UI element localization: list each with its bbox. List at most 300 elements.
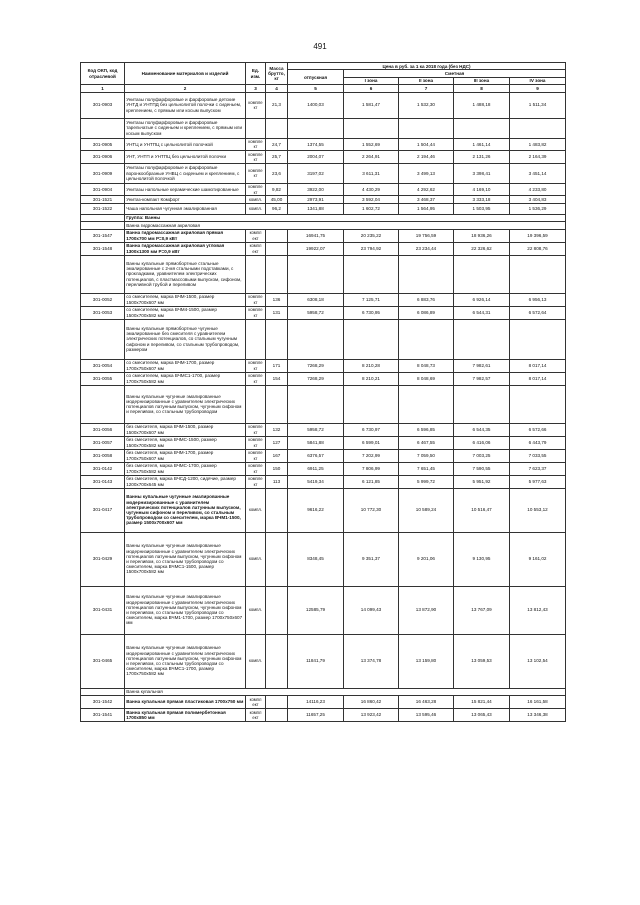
cell-zone-3-price [454, 255, 510, 293]
cell-zone-4-price: 6 572,64 [510, 306, 566, 319]
cell-unit [246, 255, 266, 293]
cell-unit: компл ект [246, 708, 266, 721]
table-row [81, 436, 566, 449]
cell-zone-1-price: 6 121,85 [344, 475, 399, 488]
cell-zone-1-price: 14 099,43 [344, 586, 399, 634]
cell-zone-2-price: 3 468,37 [399, 196, 454, 203]
cell-name: Унитазы полуфарфоровые и фарфоровые тарельчатые с сиденьем и креплением, с прямым или косым выпуском [125, 118, 246, 138]
cell-unit: компле кт [246, 138, 266, 151]
table-row [81, 359, 566, 372]
cell-release-price: 5958,72 [288, 423, 344, 436]
table-row [81, 118, 566, 138]
cell-zone-3-price: 22 326,62 [454, 242, 510, 255]
cell-zone-2-price: 9 201,06 [399, 532, 454, 586]
cell-zone-4-price: 13 102,54 [510, 634, 566, 688]
header-release: отпускная [288, 70, 344, 85]
cell-code [81, 688, 125, 695]
cell-code: 301-0904 [81, 183, 125, 196]
subgroup-row [81, 222, 566, 229]
cell-zone-2-price: 8 048,69 [399, 372, 454, 385]
table-row [81, 229, 566, 242]
cell-zone-1-price: 7 202,99 [344, 449, 399, 462]
cell-code: 301-1521 [81, 196, 125, 203]
cell-zone-1-price: 1 602,72 [344, 203, 399, 214]
cell-mass [266, 255, 288, 293]
column-index: 3 [246, 85, 266, 92]
cell-name: Ванны купальные прямобортные чугунные эмалированные без смесителя с уравнителем электрических потенциалов, со стальным чугунным сифоном и переливом, со стальным трубопроводом, размером [125, 319, 246, 359]
table-row [81, 372, 566, 385]
cell-unit: компле кт [246, 372, 266, 385]
subgroup-row [81, 688, 566, 695]
cell-name: Ванны купальные чугунные эмалированные модернизированные с уравнителем электрических потенциалов латунным выпуском, чугунным сифоном и переливом, со стальным трубопроводом со смесителем, марка ВЧМ1-1500, размер 1500х700х607 мм [125, 488, 246, 532]
cell-zone-1-price: 7 125,71 [344, 293, 399, 306]
cell-mass: 9,82 [266, 183, 288, 196]
header-estimate: Сметная [344, 70, 566, 77]
cell-zone-4-price: 13 812,43 [510, 586, 566, 634]
cell-zone-4-price: 13 346,38 [510, 708, 566, 721]
cell-zone-1-price: 4 430,29 [344, 183, 399, 196]
cell-zone-2-price [399, 255, 454, 293]
header-price: Цена в руб. за 1 ка 2018 года (без НДС) [288, 63, 566, 70]
cell-mass: 45,00 [266, 196, 288, 203]
table-row [81, 634, 566, 688]
cell-mass [266, 319, 288, 359]
cell-release-price: 1341,88 [288, 203, 344, 214]
cell-mass: 150 [266, 462, 288, 475]
cell-name: УНТ, УНТП и УНТПЦ без цельнолитой полочки [125, 151, 246, 164]
cell-code: 301-0903 [81, 92, 125, 118]
cell-code: 301-0054 [81, 359, 125, 372]
cell-name: без смесителя, марка ВЧМС-1700, размер 1700х750х582 мм [125, 462, 246, 475]
cell-code [81, 319, 125, 359]
cell-name: Унитаз-компакт Комфорт [125, 196, 246, 203]
cell-zone-3-price: 1 503,95 [454, 203, 510, 214]
cell-zone-2-price: 6 883,76 [399, 293, 454, 306]
cell-code: 301-0417 [81, 488, 125, 532]
header-zone-3: III зона [454, 77, 510, 84]
cell-zone-2-price: 4 292,62 [399, 183, 454, 196]
column-index: 9 [510, 85, 566, 92]
table-row [81, 319, 566, 359]
cell-zone-1-price: 2 264,91 [344, 151, 399, 164]
cell-unit: компле кт [246, 436, 266, 449]
cell-release-price: 8348,45 [288, 532, 344, 586]
cell-mass: 131 [266, 306, 288, 319]
cell-release-price [288, 118, 344, 138]
cell-zone-1-price: 1 552,69 [344, 138, 399, 151]
table-row [81, 138, 566, 151]
cell-name: Унитазы полуфарфоровые и фарфоровые детские УНТД и УНТПД без цельнолитой полочки с сиденьем, креплением, с прямым или косым выпуском [125, 92, 246, 118]
cell-code: 301-0431 [81, 586, 125, 634]
cell-unit: компл. [246, 634, 266, 688]
cell-release-price: 1400,03 [288, 92, 344, 118]
cell-mass [266, 708, 288, 721]
cell-mass [266, 118, 288, 138]
cell-zone-1-price: 8 210,21 [344, 372, 399, 385]
cell-release-price: 14116,23 [288, 695, 344, 708]
cell-name: Ванны купальные чугунные эмалированные модернизированные с уравнителем электрических потенциалов латунным выпуском, чугунным сифоном и переливом, со стальным трубопроводом со смесителем, марка ВЧМ1-1700, размер 1700х750х607 мм [125, 586, 246, 634]
table-row [81, 293, 566, 306]
cell-zone-1-price: 20 235,22 [344, 229, 399, 242]
table-row [81, 385, 566, 423]
cell-name: Ванна купальная прямая полимербетонная 1700х850 мм [125, 708, 246, 721]
cell-name: Унитазы напольные керамические шамотированные [125, 183, 246, 196]
cell-zone-2-price [399, 385, 454, 423]
cell-code: 301-1547 [81, 229, 125, 242]
table-body [81, 92, 566, 721]
cell-code: 301-0429 [81, 532, 125, 586]
cell-mass [266, 229, 288, 242]
cell-zone-3-price: 6 416,06 [454, 436, 510, 449]
table-row [81, 183, 566, 196]
header-code: Код ОКП, код отраслевой [81, 63, 125, 85]
cell-zone-1-price: 13 923,42 [344, 708, 399, 721]
cell-code: 301-1522 [81, 203, 125, 214]
cell-code [81, 385, 125, 423]
cell-name: УНТЦ и УНТПЦ с цельнолитой полочкой [125, 138, 246, 151]
cell-code: 301-0143 [81, 475, 125, 488]
cell-zone-3-price [454, 319, 510, 359]
cell-zone-4-price: 8 017,14 [510, 359, 566, 372]
cell-zone-4-price [510, 255, 566, 293]
column-index: 2 [125, 85, 246, 92]
cell-release-price [288, 255, 344, 293]
header-zone-1: I зона [344, 77, 399, 84]
cell-zone-4-price: 22 808,76 [510, 242, 566, 255]
cell-code: 301-0057 [81, 436, 125, 449]
cell-mass [266, 385, 288, 423]
cell-zone-3-price: 6 544,35 [454, 423, 510, 436]
cell-code [81, 255, 125, 293]
column-index: 6 [344, 85, 399, 92]
cell-zone-1-price: 8 210,28 [344, 359, 399, 372]
cell-mass [266, 488, 288, 532]
cell-release-price [288, 319, 344, 359]
header-zone-4: IV зона [510, 77, 566, 84]
cell-zone-1-price: 10 772,30 [344, 488, 399, 532]
cell-zone-2-price: 6 596,85 [399, 423, 454, 436]
cell-zone-3-price: 4 169,10 [454, 183, 510, 196]
cell-mass: 171 [266, 359, 288, 372]
column-index: 8 [454, 85, 510, 92]
header-name: Наименование материалов и изделий [125, 63, 246, 85]
cell-unit [246, 319, 266, 359]
cell-release-price: 6308,18 [288, 293, 344, 306]
cell-zone-4-price: 7 033,55 [510, 449, 566, 462]
cell-code: 301-0906 [81, 151, 125, 164]
table-row [81, 92, 566, 118]
cell-mass: 23,6 [266, 163, 288, 183]
cell-zone-1-price: 6 730,97 [344, 423, 399, 436]
cell-release-price: 6911,25 [288, 462, 344, 475]
cell-zone-2-price: 13 872,90 [399, 586, 454, 634]
cell-unit: компле кт [246, 449, 266, 462]
cell-release-price: 7268,29 [288, 359, 344, 372]
cell-unit: компле кт [246, 183, 266, 196]
cell-code: 301-0052 [81, 293, 125, 306]
table-row [81, 695, 566, 708]
cell-zone-3-price: 9 130,95 [454, 532, 510, 586]
cell-zone-1-price: 3 592,04 [344, 196, 399, 203]
cell-name: со смесителем, марка ВЧМС1-1700, размер 1700х750х582 мм [125, 372, 246, 385]
cell-unit: компл. [246, 586, 266, 634]
cell-unit: компле кт [246, 293, 266, 306]
cell-code [81, 214, 125, 221]
cell-zone-3-price: 13 767,09 [454, 586, 510, 634]
cell-mass: 154 [266, 372, 288, 385]
cell-zone-3-price: 2 131,26 [454, 151, 510, 164]
cell-name: Унитазы полуфарфоровые и фарфоровые воронкообразные УНВЦ с сиденьем и креплением, с цельнолитой полочкой [125, 163, 246, 183]
cell-zone-2-price: 5 999,72 [399, 475, 454, 488]
cell-code: 301-1548 [81, 242, 125, 255]
cell-zone-2-price: 7 059,50 [399, 449, 454, 462]
cell-zone-2-price: 6 467,55 [399, 436, 454, 449]
cell-zone-3-price: 15 821,44 [454, 695, 510, 708]
cell-name: со смесителем, марка ВЧМ4-1500, размер 1500х700х582 мм [125, 306, 246, 319]
cell-zone-2-price: 16 463,28 [399, 695, 454, 708]
cell-code: 301-0142 [81, 462, 125, 475]
cell-name: Ванны купальные чугунные эмалированные модернизированные с уравнителем электрических потенциалов латунным выпуском, чугунным сифоном и переливом, со стальным трубопроводом [125, 385, 246, 423]
cell-code: 301-0905 [81, 138, 125, 151]
cell-unit: компл ект [246, 229, 266, 242]
table-row [81, 462, 566, 475]
cell-zone-3-price: 18 936,26 [454, 229, 510, 242]
table-row [81, 196, 566, 203]
table-row [81, 423, 566, 436]
cell-zone-1-price: 13 374,78 [344, 634, 399, 688]
table-row [81, 708, 566, 721]
cell-zone-1-price: 16 860,42 [344, 695, 399, 708]
cell-zone-2-price: 10 589,24 [399, 488, 454, 532]
cell-zone-4-price: 5 977,63 [510, 475, 566, 488]
cell-code [81, 222, 125, 229]
cell-unit: компле кт [246, 151, 266, 164]
cell-mass: 167 [266, 449, 288, 462]
cell-zone-2-price: 19 756,59 [399, 229, 454, 242]
table-row [81, 449, 566, 462]
cell-zone-4-price: 16 161,58 [510, 695, 566, 708]
cell-zone-4-price: 3 451,14 [510, 163, 566, 183]
cell-name: без смесителя, марка ВЧМС-1500, размер 1500х700х582 мм [125, 436, 246, 449]
cell-name: со смесителем, марка ВЧМ-1500, размер 1500х700х607 мм [125, 293, 246, 306]
cell-code: 301-0056 [81, 423, 125, 436]
cell-zone-1-price: 9 351,37 [344, 532, 399, 586]
cell-zone-2-price: 3 499,13 [399, 163, 454, 183]
cell-zone-4-price: 1 536,29 [510, 203, 566, 214]
cell-zone-4-price: 2 164,39 [510, 151, 566, 164]
cell-unit: компл. [246, 488, 266, 532]
cell-code: 301-0053 [81, 306, 125, 319]
cell-zone-3-price: 6 926,14 [454, 293, 510, 306]
cell-unit: компле кт [246, 163, 266, 183]
table-row [81, 306, 566, 319]
cell-zone-2-price: 7 651,45 [399, 462, 454, 475]
cell-zone-2-price: 13 159,80 [399, 634, 454, 688]
cell-zone-4-price: 4 233,80 [510, 183, 566, 196]
cell-zone-1-price: 6 730,95 [344, 306, 399, 319]
cell-zone-2-price: 23 234,44 [399, 242, 454, 255]
cell-unit: компле кт [246, 475, 266, 488]
cell-release-price: 5419,34 [288, 475, 344, 488]
cell-zone-2-price [399, 319, 454, 359]
cell-mass: 21,3 [266, 92, 288, 118]
cell-zone-3-price: 7 982,57 [454, 372, 510, 385]
cell-mass [266, 586, 288, 634]
cell-unit: компле кт [246, 462, 266, 475]
cell-mass: 113 [266, 475, 288, 488]
cell-release-price: 3197,02 [288, 163, 344, 183]
cell-zone-4-price: 8 017,14 [510, 372, 566, 385]
cell-release-price: 6376,57 [288, 449, 344, 462]
cell-zone-2-price: 1 504,44 [399, 138, 454, 151]
cell-zone-3-price: 7 590,55 [454, 462, 510, 475]
cell-release-price: 2973,91 [288, 196, 344, 203]
cell-zone-3-price: 10 516,47 [454, 488, 510, 532]
cell-zone-3-price: 7 003,25 [454, 449, 510, 462]
cell-zone-4-price: 6 443,79 [510, 436, 566, 449]
cell-zone-3-price: 6 544,31 [454, 306, 510, 319]
cell-release-price: 1374,55 [288, 138, 344, 151]
cell-code: 301-1541 [81, 708, 125, 721]
cell-unit: компл. [246, 532, 266, 586]
cell-zone-2-price: 13 595,46 [399, 708, 454, 721]
group-title: Группа: Ванны [125, 214, 566, 221]
cell-release-price: 11841,79 [288, 634, 344, 688]
header-unit: Ед. изм. [246, 63, 266, 85]
cell-zone-3-price: 3 398,41 [454, 163, 510, 183]
cell-name: со смесителем, марка ВЧМ-1700, размер 1700х750х607 мм [125, 359, 246, 372]
cell-name: Ванна гидромассажная акриловая угловая 1300х1300 мм Р=0,9 кВт [125, 242, 246, 255]
cell-zone-1-price [344, 118, 399, 138]
cell-mass: 25,7 [266, 151, 288, 164]
table-row [81, 242, 566, 255]
cell-release-price [288, 385, 344, 423]
cell-zone-3-price: 1 488,18 [454, 92, 510, 118]
header-zone-2: II зона [399, 77, 454, 84]
cell-zone-2-price [399, 118, 454, 138]
cell-release-price: 7268,29 [288, 372, 344, 385]
cell-zone-3-price: 5 951,92 [454, 475, 510, 488]
cell-zone-3-price: 13 065,43 [454, 708, 510, 721]
cell-name: Ванны купальные чугунные эмалированные модернизированные с уравнителем электрических потенциалов латунным выпуском, чугунным сифоном и переливом, со стальным трубопроводом со смесителем, марка ВЧМС1-1500, размер 1500х700х582 мм [125, 532, 246, 586]
cell-zone-3-price: 3 333,18 [454, 196, 510, 203]
cell-zone-4-price: 1 483,82 [510, 138, 566, 151]
cell-zone-2-price: 1 532,30 [399, 92, 454, 118]
price-table [80, 62, 566, 722]
cell-name: Ванна купальная прямая пластиковая 1700х750 мм [125, 695, 246, 708]
cell-name: без смесителя, марка ВЧМ-1500, размер 1500х700х607 мм [125, 423, 246, 436]
cell-zone-4-price: 3 404,83 [510, 196, 566, 203]
cell-release-price: 11657,25 [288, 708, 344, 721]
column-index-row [81, 85, 566, 92]
cell-unit: компле кт [246, 306, 266, 319]
cell-zone-4-price [510, 385, 566, 423]
cell-zone-4-price: 6 572,66 [510, 423, 566, 436]
cell-zone-4-price: 10 553,12 [510, 488, 566, 532]
cell-unit: компл ект [246, 695, 266, 708]
cell-mass: 132 [266, 423, 288, 436]
cell-release-price: 19922,07 [288, 242, 344, 255]
cell-zone-1-price: 3 611,31 [344, 163, 399, 183]
cell-unit: компл. [246, 196, 266, 203]
group-row [81, 214, 566, 221]
cell-zone-2-price: 2 194,46 [399, 151, 454, 164]
cell-zone-4-price [510, 118, 566, 138]
cell-code: 301-0909 [81, 163, 125, 183]
cell-release-price: 3922,00 [288, 183, 344, 196]
cell-release-price: 12585,79 [288, 586, 344, 634]
cell-unit: компл. [246, 203, 266, 214]
column-index: 7 [399, 85, 454, 92]
table-row [81, 255, 566, 293]
cell-zone-2-price: 8 048,73 [399, 359, 454, 372]
cell-name: Ванна гидромассажная акриловая прямая 1700х700 мм Р=0,9 кВт [125, 229, 246, 242]
cell-mass [266, 242, 288, 255]
cell-name: Ванны купальные прямобортные стальные эмалированные с 2-мя стальными подставками, с прокладками, уравнителем электрических потенциалов, с пластмассовыми выпуском, сифоном, переливной трубой и переливом [125, 255, 246, 293]
table-row [81, 475, 566, 488]
cell-name: без смесителя, марка ВЧСД-1200, сидячие, размер 1200х700х645 мм [125, 475, 246, 488]
cell-zone-3-price: 1 461,14 [454, 138, 510, 151]
subgroup-title: Ванна гидромассажная акриловая [125, 222, 566, 229]
cell-zone-4-price: 1 511,34 [510, 92, 566, 118]
table-row [81, 586, 566, 634]
table-row [81, 532, 566, 586]
cell-unit: компл ект [246, 242, 266, 255]
cell-unit: компле кт [246, 423, 266, 436]
cell-code [81, 118, 125, 138]
cell-release-price: 5958,72 [288, 306, 344, 319]
cell-zone-3-price [454, 118, 510, 138]
column-index: 1 [81, 85, 125, 92]
cell-zone-2-price: 6 086,89 [399, 306, 454, 319]
cell-zone-2-price: 1 564,95 [399, 203, 454, 214]
cell-code: 301-0058 [81, 449, 125, 462]
table-row [81, 203, 566, 214]
column-index: 5 [288, 85, 344, 92]
cell-code: 301-1542 [81, 695, 125, 708]
cell-zone-4-price: 7 623,37 [510, 462, 566, 475]
cell-mass: 127 [266, 436, 288, 449]
cell-name: Чаша напольная чугунная эмалированная [125, 203, 246, 214]
cell-zone-1-price: 7 806,99 [344, 462, 399, 475]
cell-unit: компле кт [246, 92, 266, 118]
cell-zone-1-price: 6 599,01 [344, 436, 399, 449]
cell-mass [266, 695, 288, 708]
cell-release-price: 9616,22 [288, 488, 344, 532]
cell-mass: 24,7 [266, 138, 288, 151]
cell-release-price: 5841,88 [288, 436, 344, 449]
column-index: 4 [266, 85, 288, 92]
cell-code: 301-0055 [81, 372, 125, 385]
cell-zone-4-price: 19 396,59 [510, 229, 566, 242]
cell-zone-3-price: 13 059,53 [454, 634, 510, 688]
table-row [81, 151, 566, 164]
cell-zone-4-price: 9 161,02 [510, 532, 566, 586]
cell-mass: 96,2 [266, 203, 288, 214]
cell-mass: 136 [266, 293, 288, 306]
cell-zone-1-price [344, 255, 399, 293]
cell-unit: компле кт [246, 359, 266, 372]
cell-mass [266, 532, 288, 586]
subgroup-title: Ванна купальная [125, 688, 566, 695]
header-mass: Масса брутто, кг [266, 63, 288, 85]
table-row [81, 163, 566, 183]
cell-zone-3-price [454, 385, 510, 423]
cell-zone-1-price: 1 581,47 [344, 92, 399, 118]
table-row [81, 488, 566, 532]
cell-zone-1-price [344, 385, 399, 423]
cell-name: без смесителя, марка ВЧМ-1700, размер 1700х750х607 мм [125, 449, 246, 462]
